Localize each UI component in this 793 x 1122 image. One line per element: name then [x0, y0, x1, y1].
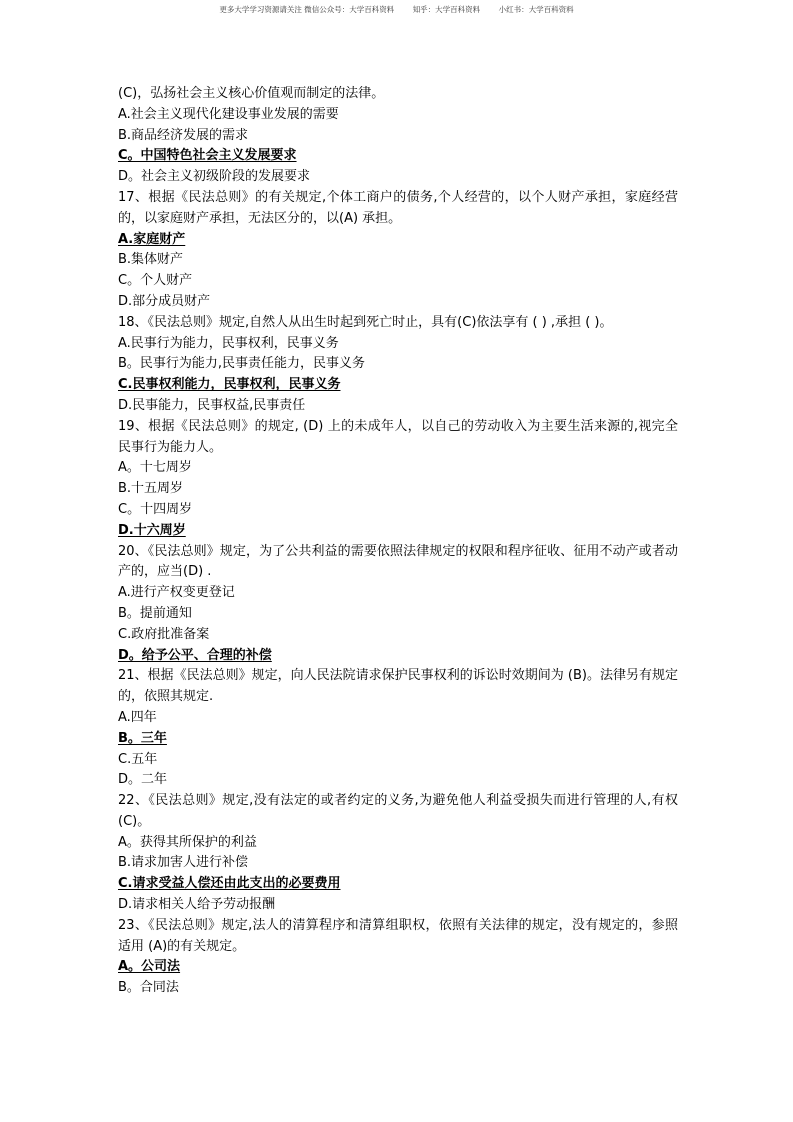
answer-option: B。民事行为能力,民事责任能力，民事义务: [118, 356, 366, 372]
answer-option: D。社会主义初级阶段的发展要求: [118, 169, 311, 185]
answer-option: A。十七周岁: [118, 460, 192, 476]
question-text: 21、根据《民法总则》规定，向人民法院请求保护民事权利的诉讼时效期间为 (B)。法律另有规定的，依照其规定.: [118, 668, 678, 705]
header-zhihu-note: 知乎：大学百科资料: [412, 5, 481, 14]
answer-option: D.请求相关人给予劳动报酬: [118, 897, 276, 913]
correct-answer-option: A。公司法: [118, 959, 181, 975]
answer-option: C。十四周岁: [118, 501, 193, 517]
answer-option: A.进行产权变更登记: [118, 585, 235, 601]
correct-answer-option: C.民事权利能力，民事权利，民事义务: [118, 377, 341, 393]
correct-answer-option: B。三年: [118, 730, 167, 746]
correct-answer-option: A.家庭财产: [118, 231, 186, 247]
answer-option: A.社会主义现代化建设事业发展的需要: [118, 106, 339, 122]
document-body: [118, 84, 678, 999]
correct-answer-option: C。中国特色社会主义发展要求: [118, 148, 297, 164]
correct-answer-option: D。给予公平、合理的补偿: [118, 647, 272, 663]
header-xiaohongshu-note: 小红书：大学百科资料: [498, 5, 574, 14]
answer-option: C。个人财产: [118, 273, 193, 289]
question-text: 19、根据《民法总则》的规定, (D) 上的未成年人，以自己的劳动收入为主要生活来源的,视完全民事行为能力人。: [118, 418, 678, 455]
question-text: 17、根据《民法总则》的有关规定,个体工商户的债务,个人经营的，以个人财产承担，家庭经营的，以家庭财产承担，无法区分的，以(A) 承担。: [118, 189, 678, 226]
answer-option: B。提前通知: [118, 605, 192, 621]
answer-option: B.十五周岁: [118, 481, 184, 497]
answer-option: A。获得其所保护的利益: [118, 834, 257, 850]
question-text: 20、《民法总则》规定，为了公共利益的需要依照法律规定的权限和程序征收、征用不动产或者动产的，应当(D) .: [118, 543, 678, 580]
answer-option: D.部分成员财产: [118, 293, 211, 309]
answer-option: B.集体财产: [118, 252, 184, 268]
answer-option: A.四年: [118, 709, 157, 725]
correct-answer-option: D.十六周岁: [118, 522, 186, 538]
answer-option: B.请求加害人进行补偿: [118, 855, 249, 871]
answer-option: C.五年: [118, 751, 158, 767]
page-header: [0, 4, 793, 15]
answer-option: (C)，弘扬社会主义核心价值观而制定的法律。: [118, 86, 385, 101]
header-wechat-note: 更多大学学习资源请关注 微信公众号：大学百科资料: [219, 5, 395, 14]
question-text: 23、《民法总则》规定,法人的清算程序和清算组职权，依照有关法律的规定，没有规定的，参照适用 (A)的有关规定。: [118, 917, 678, 954]
answer-option: D.民事能力，民事权益,民事责任: [118, 397, 306, 413]
correct-answer-option: C.请求受益人偿还由此支出的必要费用: [118, 876, 341, 892]
answer-option: B。合同法: [118, 980, 179, 996]
question-text: 18、《民法总则》规定,自然人从出生时起到死亡时止，具有(C)依法享有 ( ) ,承担 ( )。: [118, 314, 613, 330]
question-text: 22、《民法总则》规定,没有法定的或者约定的义务,为避免他人利益受损失而进行管理的人,有权 (C)。: [118, 793, 678, 829]
answer-option: A.民事行为能力，民事权利，民事义务: [118, 335, 339, 351]
answer-option: C.政府批准备案: [118, 626, 210, 642]
answer-option: D。二年: [118, 772, 168, 788]
answer-option: B.商品经济发展的需求: [118, 127, 249, 143]
